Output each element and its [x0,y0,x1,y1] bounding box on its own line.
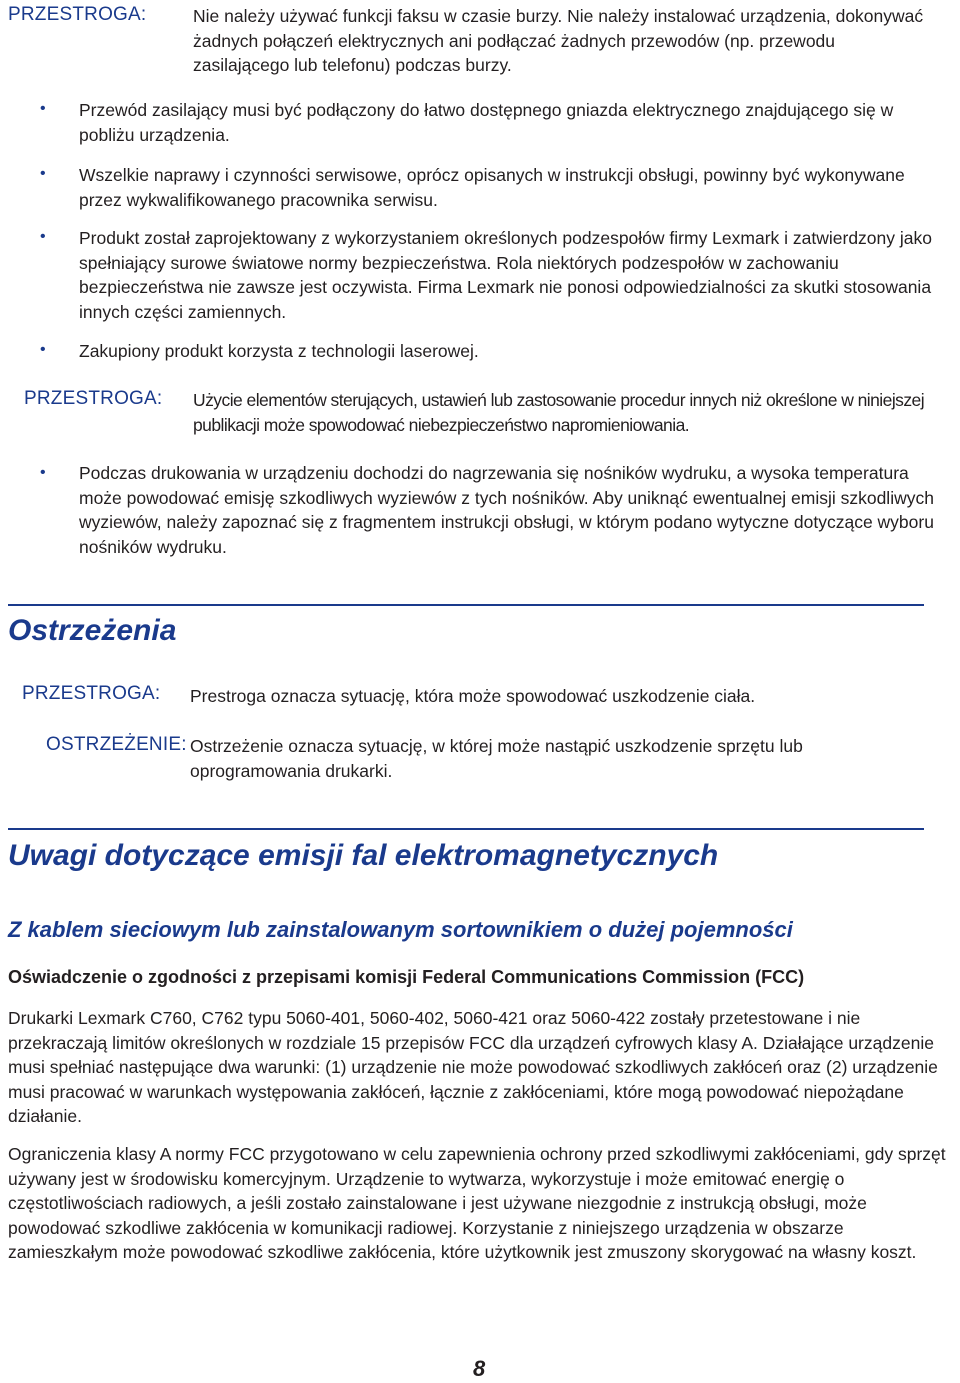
caution-text-laser: Użycie elementów sterujących, ustawień lub zastosowanie procedur innych niż określone w niniejszej publikacji może spowodować niebezpieczeństwo napromieniowania. [193,390,925,435]
bullet-laser: Zakupiony produkt korzysta z technologii laserowej. [79,341,479,361]
bullet-icon: • [40,341,46,358]
caution-definition: Prestroga oznacza sytuację, która może spowodować uszkodzenie ciała. [190,686,756,706]
caution-label-laser: PRZESTROGA: [24,388,163,409]
bullet-power-cord: Przewód zasilający musi być podłączony do łatwo dostępnego gniazda elektrycznego znajdującego się w pobliżu urządzenia. [79,100,894,145]
bullet-icon: • [40,464,46,481]
subsection-title: Z kablem sieciowym lub zainstalowanym sortownikiem o dużej pojemności [8,917,793,942]
warning-definition: Ostrzeżenie oznacza sytuację, w której może nastąpić uszkodzenie sprzętu lub oprogramowania drukarki. [190,736,803,781]
section-divider [8,828,924,830]
section-title-warnings: Ostrzeżenia [8,614,177,647]
bullet-fumes: Podczas drukowania w urządzeniu dochodzi do nagrzewania się nośników wydruku, a wysoka temperatura może powodować emisję szkodliwych wyziewów z tych nośników. Aby uniknąć ewentualnej emisji szkodliwych wyziewów, należy zapoznać się z fragmentem instrukcji obsługi, w którym podano wytyczne dotyczące wyboru nośników wydruku. [79,463,934,557]
fcc-paragraph-2: Ograniczenia klasy A normy FCC przygotowano w celu zapewnienia ochrony przed szkodliwymi zakłóceniami, gdy sprzęt używany jest w środowisku komercyjnym. Urządzenie to wytwarza, wykorzystuje i może emitować energię o częstotliwościach radiowych, a jeśli zostało zainstalowane i jest używane niezgodnie z instrukcją obsługi, może powodować szkodliwe zakłócenia w komunikacji radiowej. Korzystanie z niniejszego urządzenia w obszarze zamieszkałym może powodować szkodliwe zakłócenia, które użytkownik jest zmuszony skorygować na własny koszt. [8,1144,946,1262]
caution-text-storm: Nie należy używać funkcji faksu w czasie burzy. Nie należy instalować urządzenia, dokonywać żadnych połączeń elektrycznych ani podłączać żadnych przewodów (np. przewodu zasilającego lub telefonu) podczas burzy. [193,6,924,75]
caution-label: PRZESTROGA: [22,683,161,704]
bullet-icon: • [40,100,46,117]
section-divider [8,604,924,606]
bullet-icon: • [40,228,46,245]
bullet-components: Produkt został zaprojektowany z wykorzystaniem określonych podzespołów firmy Lexmark i zatwierdzony jako spełniający surowe światowe normy bezpieczeństwa. Rola niektórych podzespołów w zachowaniu bezpieczeństwa nie zawsze jest oczywista. Firma Lexmark nie ponosi odpowiedzialności za skutki stosowania innych części zamiennych. [79,228,932,322]
fcc-paragraph-1: Drukarki Lexmark C760, C762 typu 5060-401, 5060-402, 5060-421 oraz 5060-422 zostały przetestowane i nie przekraczają limitów określonych w rozdziale 15 przepisów FCC dla urządzeń cyfrowych klasy A. Działające urządzenie musi spełniać następujące dwa warunki: (1) urządzenie nie może powodować szkodliwych zakłóceń oraz (2) urządzenie musi pracować w warunkach występowania zakłóceń, łącznie z zakłóceniami, które mogą powodować niepożądane działanie. [8,1008,938,1126]
warning-label: OSTRZEŻENIE: [46,734,187,755]
section-title-emission: Uwagi dotyczące emisji fal elektromagnetycznych [8,839,719,872]
bullet-icon: • [40,165,46,182]
page-number: 8 [473,1356,486,1381]
fcc-heading: Oświadczenie o zgodności z przepisami komisji Federal Communications Commission (FCC) [8,967,805,987]
bullet-service: Wszelkie naprawy i czynności serwisowe, oprócz opisanych w instrukcji obsługi, powinny być wykonywane przez wykwalifikowanego pracownika serwisu. [79,165,905,210]
caution-label-storm: PRZESTROGA: [8,4,147,25]
